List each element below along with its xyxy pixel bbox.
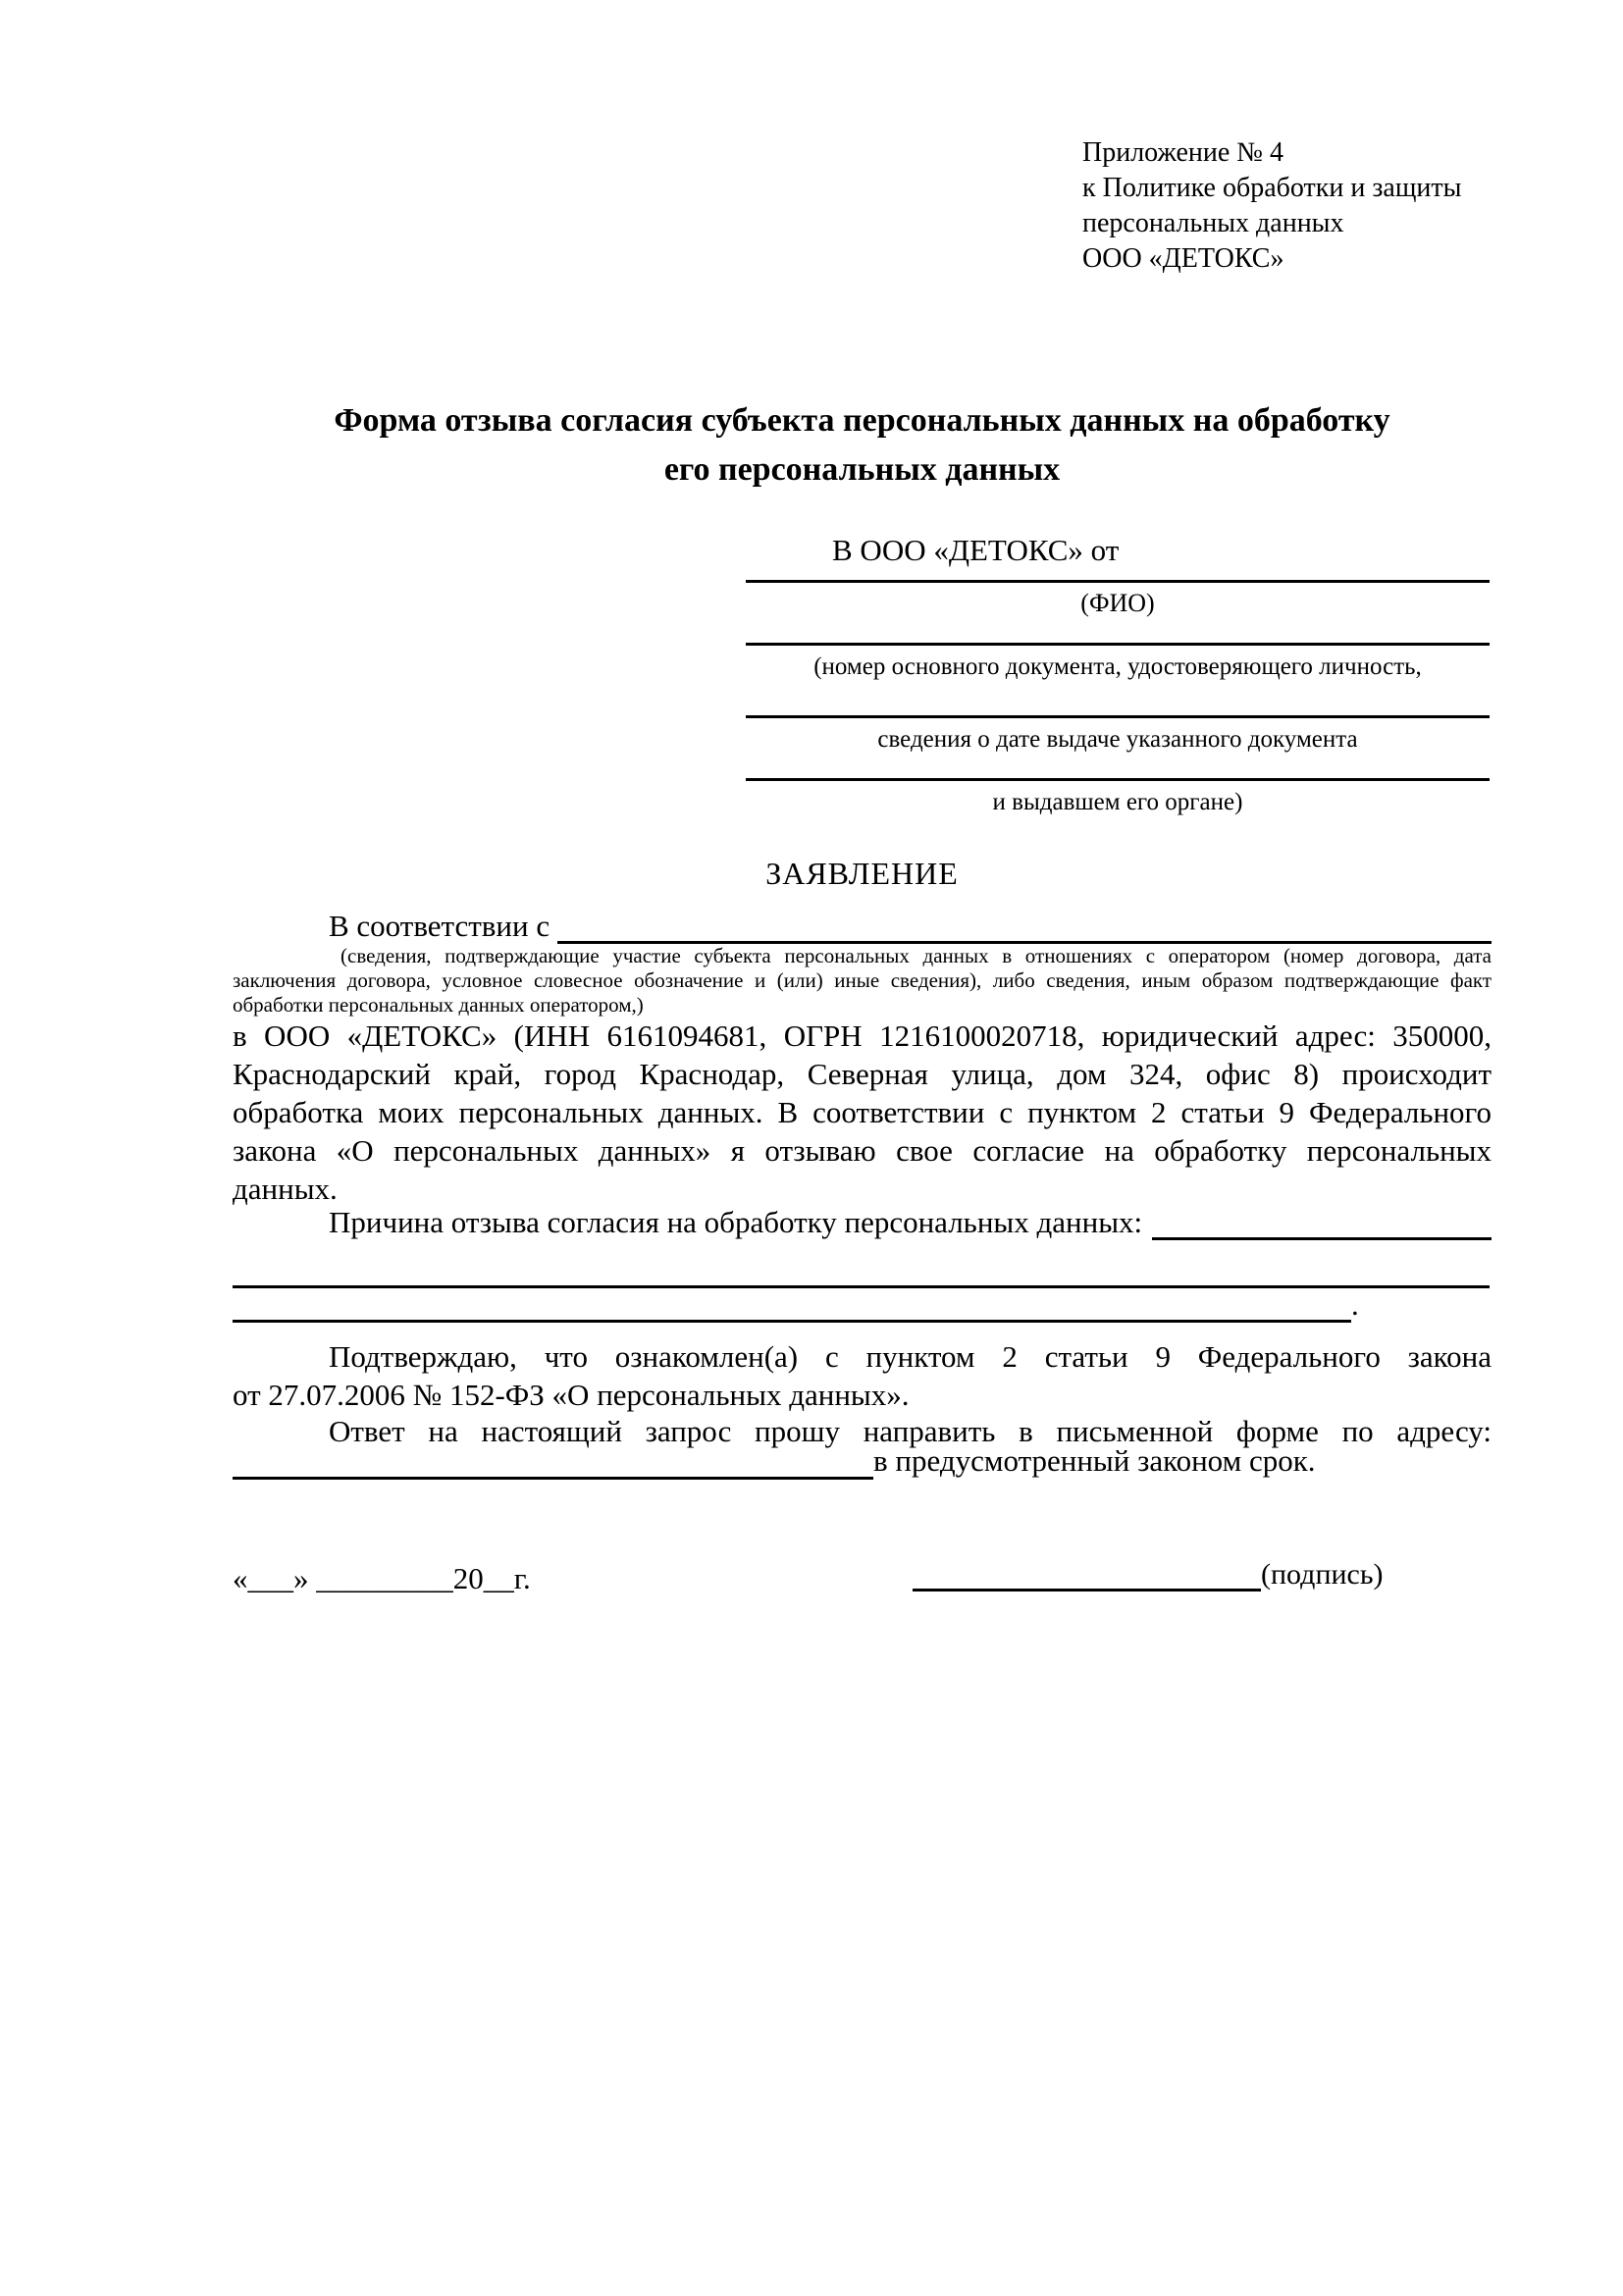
confirm-paragraph xyxy=(233,1337,1492,1414)
body-line: Краснодарский край, город Краснодар, Северная улица, дом 324, офис 8) происходит xyxy=(233,1057,1492,1091)
intro-row xyxy=(233,909,1492,944)
statement-body xyxy=(233,1017,1492,1208)
caption-paragraph xyxy=(233,944,1492,1018)
reason-text: Причина отзыва согласия на обработку персональных данных: xyxy=(329,1205,1143,1239)
appendix-line: ООО «ДЕТОКС» xyxy=(1082,243,1284,274)
issuing-authority-field-line xyxy=(746,778,1490,781)
period-text: . xyxy=(1351,1287,1359,1322)
reply-line: Ответ на настоящий запрос прошу направить в письменной форме по адресу: xyxy=(329,1414,1492,1448)
title-line: его персональных данных xyxy=(663,451,1061,488)
body-line: в ООО «ДЕТОКС» (ИНН 6161094681, ОГРН 1216100020718, юридический адрес: 350000, xyxy=(233,1018,1492,1053)
reply-suffix-text: в предусмотренный законом срок. xyxy=(873,1443,1316,1478)
issuing-authority-field-label: и выдавшем его органе) xyxy=(992,789,1243,815)
signature-row xyxy=(913,1558,1384,1592)
fio-field-label: (ФИО) xyxy=(1080,589,1155,617)
confirm-line: от 27.07.2006 № 152-ФЗ «О персональных данных». xyxy=(233,1378,910,1412)
signature-label: (подпись) xyxy=(1261,1558,1384,1591)
address-blank-line xyxy=(233,1477,873,1480)
appendix-line: персональных данных xyxy=(1082,208,1344,238)
addressee-line: В ООО «ДЕТОКС» от xyxy=(832,533,1120,567)
appendix-line: Приложение № 4 xyxy=(1082,137,1283,168)
reply-address-row xyxy=(233,1443,1492,1480)
appendix-header xyxy=(1082,135,1553,277)
caption-line: заключения договора, условное словесное обозначение и (или) иные сведения), либо сведения, иным образом подтверждающие факт xyxy=(233,968,1492,992)
blank-line xyxy=(1152,1237,1492,1240)
reply-paragraph xyxy=(233,1412,1492,1480)
signature-line xyxy=(913,1589,1261,1592)
document-number-field-label: (номер основного документа, удостоверяющего личность, xyxy=(813,653,1422,680)
document-title xyxy=(233,396,1492,495)
appendix-line: к Политике обработки и защиты xyxy=(1082,173,1462,203)
title-line: Форма отзыва согласия субъекта персональных данных на обработку xyxy=(334,402,1390,439)
reason-row xyxy=(233,1205,1492,1240)
body-line: закона «О персональных данных» я отзываю свое согласие на обработку персональных xyxy=(233,1133,1492,1168)
ruled-line xyxy=(233,1285,1490,1288)
caption-line: (сведения, подтверждающие участие субъекта персональных данных в отношениях с оператором (номер договора, дата xyxy=(340,944,1492,967)
body-line: данных. xyxy=(233,1172,338,1206)
intro-text: В соответствии с xyxy=(329,909,550,943)
confirm-line: Подтверждаю, что ознакомлен(а) с пунктом 2 статьи 9 Федерального закона xyxy=(329,1339,1492,1374)
fio-field-line xyxy=(746,580,1490,583)
statement-heading: ЗАЯВЛЕНИЕ xyxy=(765,856,959,891)
document-number-field-line xyxy=(746,643,1490,646)
date-line: «___» _________20__г. xyxy=(233,1561,531,1595)
caption-line: обработки персональных данных оператором,) xyxy=(233,993,644,1017)
body-line: обработка моих персональных данных. В соответствии с пунктом 2 статьи 9 Федерального xyxy=(233,1095,1492,1129)
issue-date-field-label: сведения о дате выдаче указанного документа xyxy=(877,726,1358,753)
issue-date-field-line xyxy=(746,715,1490,718)
ruled-line xyxy=(233,1320,1351,1323)
ruled-line-row xyxy=(233,1287,1492,1323)
